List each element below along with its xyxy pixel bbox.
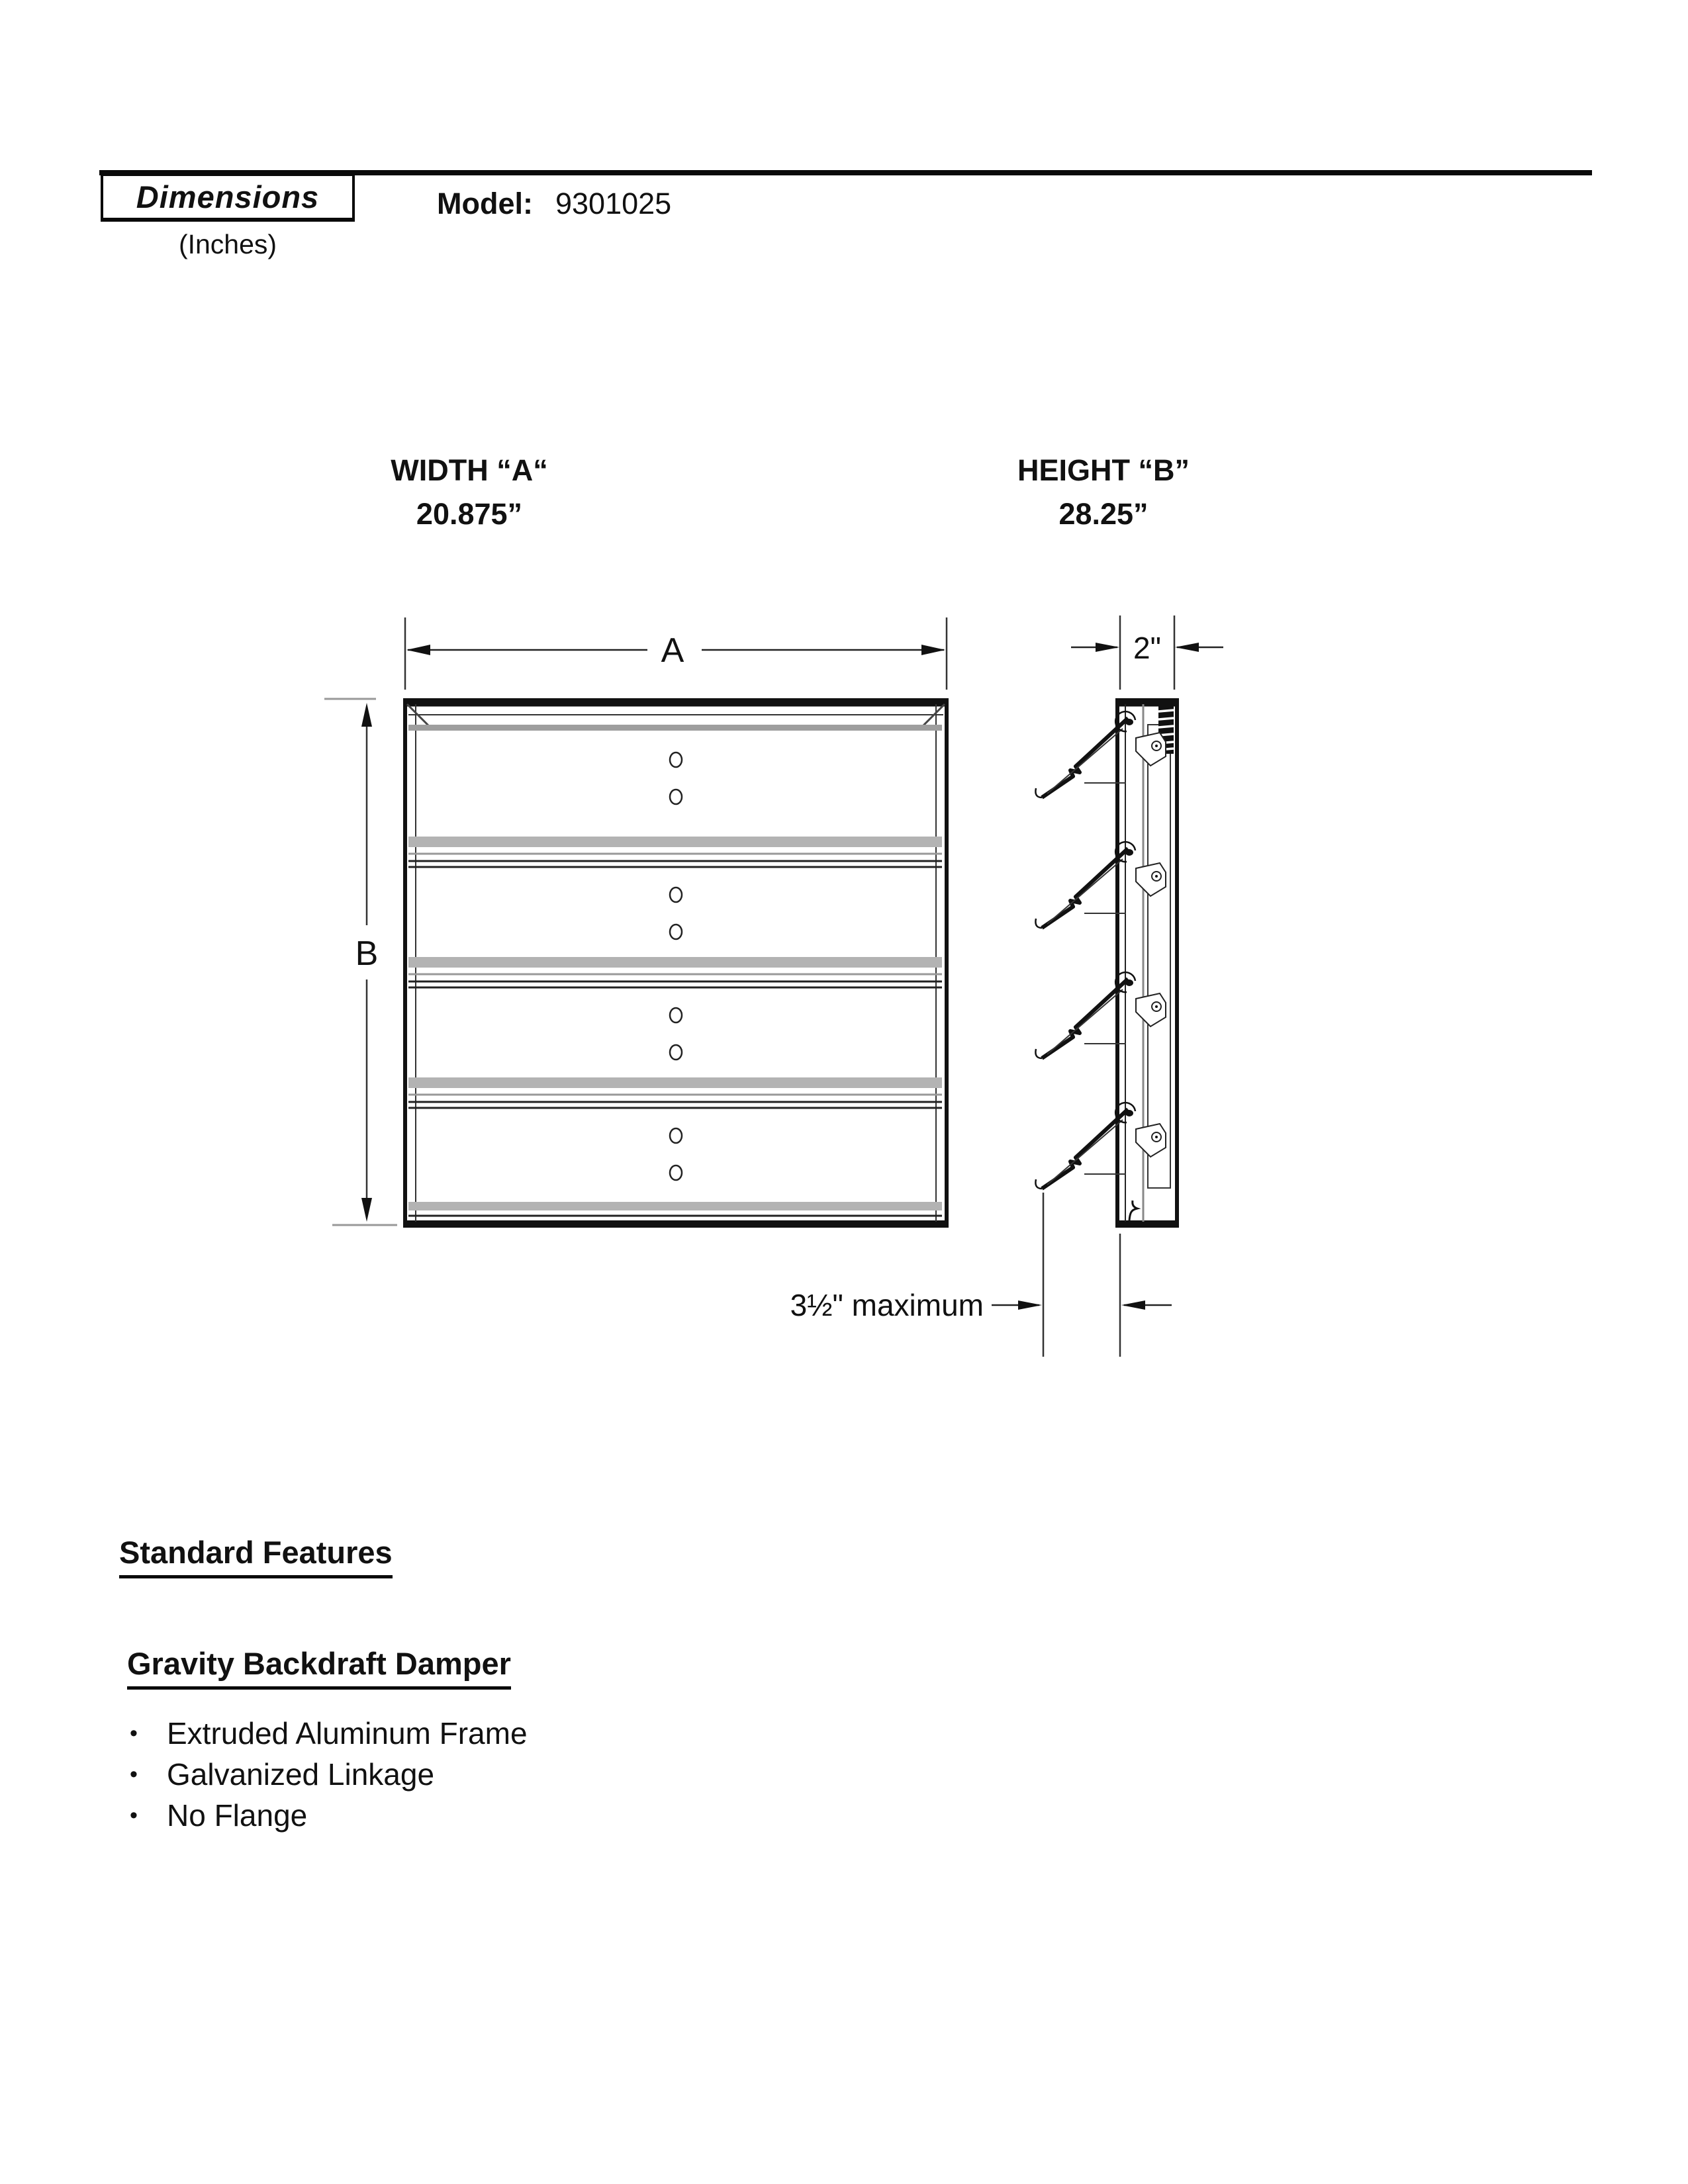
dim-projection-label: 3½" maximum xyxy=(790,1288,984,1322)
features-bullet-list xyxy=(130,1713,528,1836)
units-label: (Inches) xyxy=(178,229,277,259)
bullet-icon: • xyxy=(130,1720,138,1746)
dim-depth-label: 2" xyxy=(1133,631,1161,665)
model-label: Model: xyxy=(437,187,533,220)
dim-a-label: A xyxy=(661,631,684,670)
side-view xyxy=(1035,700,1179,1226)
dimensions-title-box xyxy=(101,170,355,222)
dim-b-label: B xyxy=(355,934,379,973)
dimension-depth xyxy=(1071,615,1223,690)
page-title: Dimensions xyxy=(136,179,320,214)
front-view xyxy=(403,700,949,1226)
feature-text: No Flange xyxy=(167,1798,308,1833)
dimension-a xyxy=(405,617,947,690)
features-heading: Standard Features xyxy=(119,1534,393,1578)
features-subheading: Gravity Backdraft Damper xyxy=(127,1645,511,1690)
width-spec xyxy=(344,449,595,536)
feature-item xyxy=(130,1795,528,1836)
height-spec-label: HEIGHT “B” xyxy=(1017,453,1190,487)
bullet-icon: • xyxy=(130,1761,138,1787)
feature-item xyxy=(130,1754,528,1795)
height-spec-value: 28.25” xyxy=(1058,497,1149,531)
feature-text: Galvanized Linkage xyxy=(167,1757,435,1792)
feature-item xyxy=(130,1713,528,1754)
width-spec-label: WIDTH “A“ xyxy=(391,453,548,487)
width-spec-value: 20.875” xyxy=(416,497,523,531)
bullet-icon: • xyxy=(130,1802,138,1828)
model-number: 9301025 xyxy=(555,187,672,220)
dimension-b xyxy=(324,699,397,1225)
height-spec xyxy=(978,449,1229,536)
damper-technical-drawing xyxy=(298,582,1291,1377)
model-row xyxy=(437,187,671,221)
feature-text: Extruded Aluminum Frame xyxy=(167,1716,528,1751)
